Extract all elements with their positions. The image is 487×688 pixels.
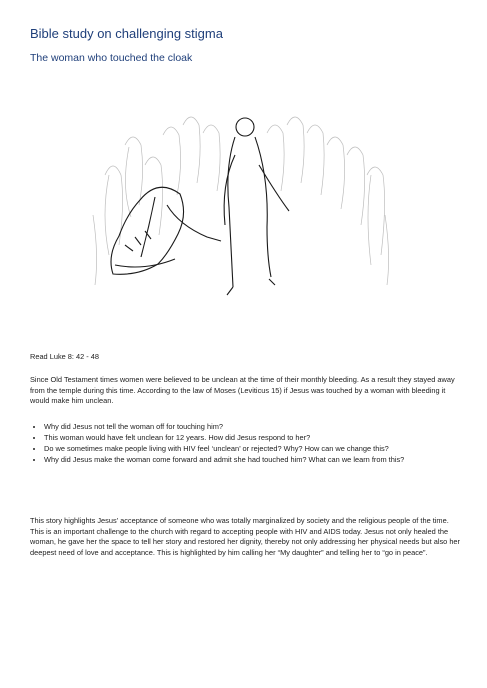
question-item: • Why did Jesus not tell the woman off for touching him?: [44, 422, 462, 433]
intro-paragraph: Since Old Testament times women were believed to be unclean at the time of their monthly bleeding. As a result they stayed away from the temple during this time. According to the law of Moses (Leviticus 15) if Jesus was touched by a woman with bleeding it would make him unclean.: [30, 375, 455, 406]
closing-paragraph: This story highlights Jesus’ acceptance of someone who was totally marginalized by society and the religious people of the time. This is an important challenge to the church with regard to accepting people with HIV and AIDS today. Jesus not only healed the woman, he gave her the space to tell her story and restored her dignity, thereby not only addressing her physical needs but also her deepest need of love and acceptance. This is highlighted by him calling her “My daughter” and telling her to “go in peace”.: [30, 516, 461, 557]
question-item: • Why did Jesus make the woman come forward and admit she had touched him? What can we learn from this?: [44, 455, 462, 466]
reading-reference: Read Luke 8: 42 - 48: [30, 352, 100, 361]
jesus-figure: [224, 118, 289, 295]
page-title: Bible study on challenging stigma: [30, 26, 223, 41]
illustration-sketch: [85, 105, 400, 315]
question-item: • Do we sometimes make people living with HIV feel ‘unclean’ or rejected? Why? How can we change this?: [44, 444, 462, 455]
discussion-questions: [30, 422, 462, 466]
crowd-outlines: [93, 117, 389, 285]
question-item: • This woman would have felt unclean for 12 years. How did Jesus respond to her?: [44, 433, 462, 444]
woman-figure: [111, 187, 221, 274]
page-subtitle: The woman who touched the cloak: [30, 52, 193, 64]
